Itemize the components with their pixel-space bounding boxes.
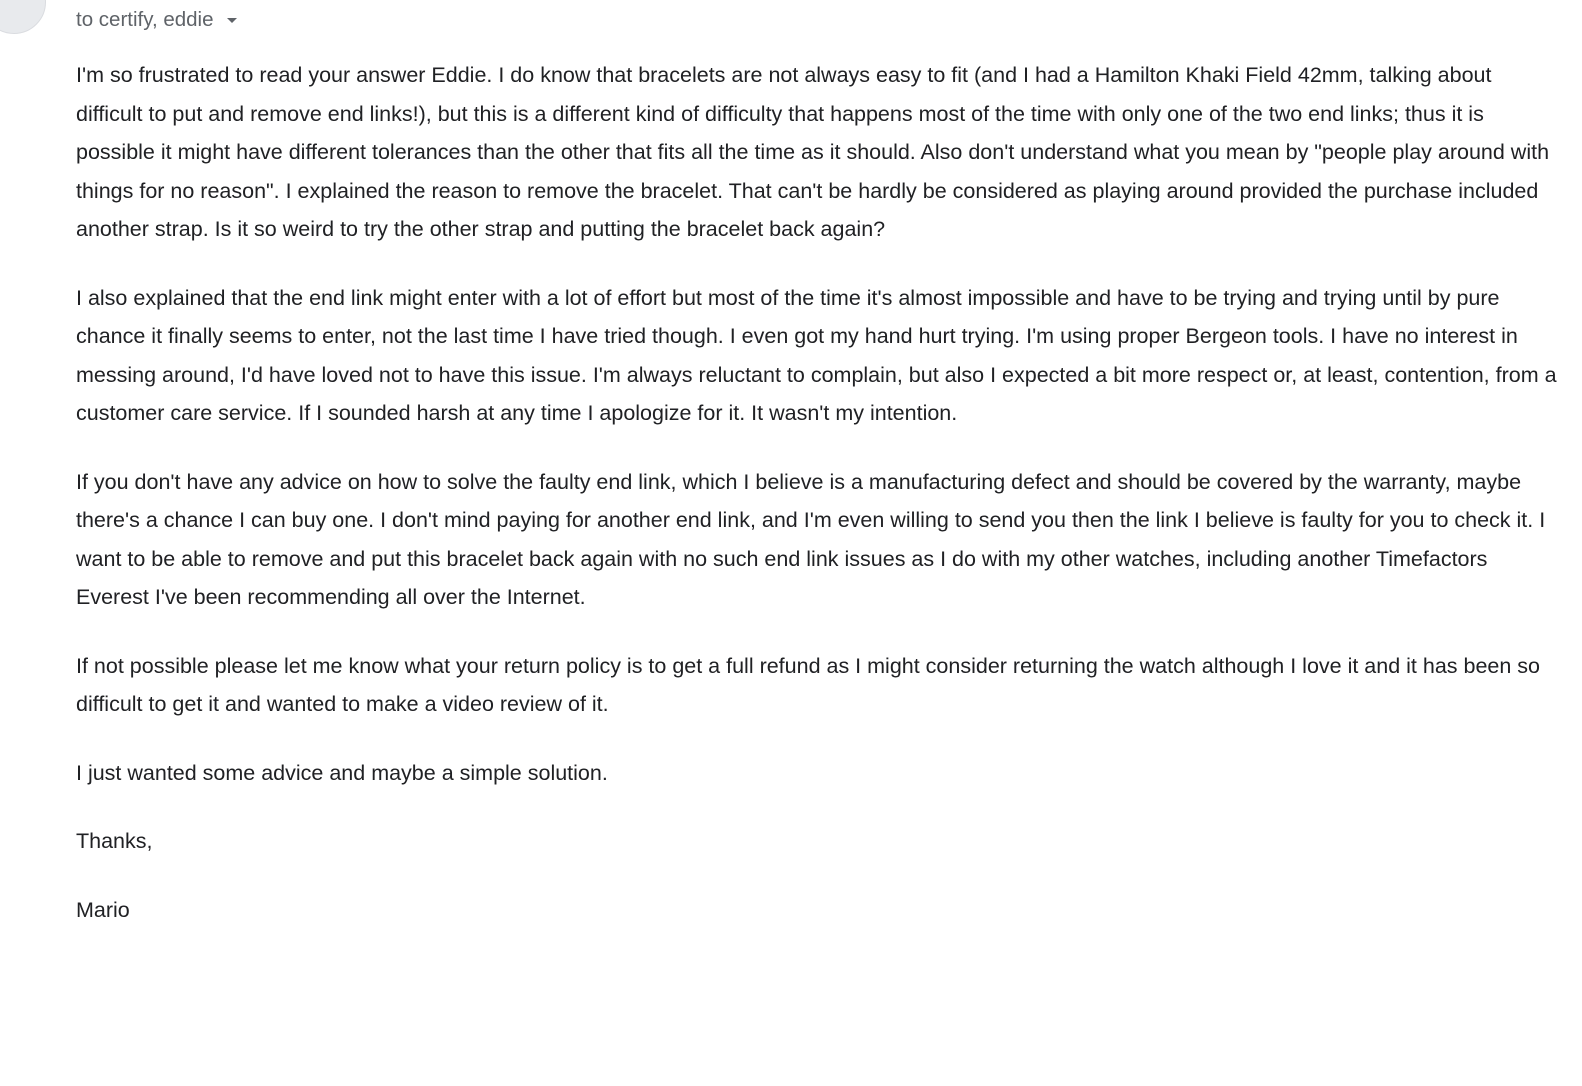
message-body [76, 56, 1558, 929]
recipient-line: to certify, eddie [76, 8, 214, 31]
avatar [0, 0, 46, 34]
message-paragraph: I also explained that the end link might enter with a lot of effort but most of the time it's almost impossible and have to be trying and trying until by pure chance it finally seems to enter, not the last time I have tried though. I even got my hand hurt trying. I'm using proper Bergeon tools. I have no interest in messing around, I'd have loved not to have this issue. I'm always reluctant to complain, but also I expected a bit more respect or, at least, contention, from a customer care service. If I sounded harsh at any time I apologize for it. It wasn't my intention. [76, 285, 1557, 425]
message-signoff: Thanks, [76, 829, 153, 853]
message-paragraph: If not possible please let me know what your return policy is to get a full refund as I might consider returning the watch although I love it and it has been so difficult to get it and wanted to make a video review of it. [76, 653, 1541, 716]
recipient-row [76, 4, 241, 36]
message-signature-name: Mario [76, 897, 130, 922]
message-paragraph: If you don't have any advice on how to solve the faulty end link, which I believe is a manufacturing defect and should be covered by the warranty, maybe there's a chance I can buy one. I don't mind paying for another end link, and I'm even willing to send you then the link I believe is faulty for you to check it. I want to be able to remove and put this bracelet back again with no such end link issues as I do with my other watches, including another Timefactors Everest I've been recommending all over the Internet. [76, 469, 1546, 609]
chevron-down-icon[interactable] [223, 11, 241, 29]
message-paragraph: I just wanted some advice and maybe a simple solution. [76, 760, 608, 785]
message-paragraph: I'm so frustrated to read your answer Eddie. I do know that bracelets are not always easy to fit (and I had a Hamilton Khaki Field 42mm, talking about difficult to put and remove end links!), but this is a different kind of difficulty that happens most of the time with only one of the two end links; thus it is possible it might have different tolerances than the other that fits all the time as it should. Also don't understand what you mean by "people play around with things for no reason". I explained the reason to remove the bracelet. That can't be hardly be considered as playing around provided the purchase included another strap. Is it so weird to try the other strap and putting the bracelet back again? [76, 63, 1550, 241]
